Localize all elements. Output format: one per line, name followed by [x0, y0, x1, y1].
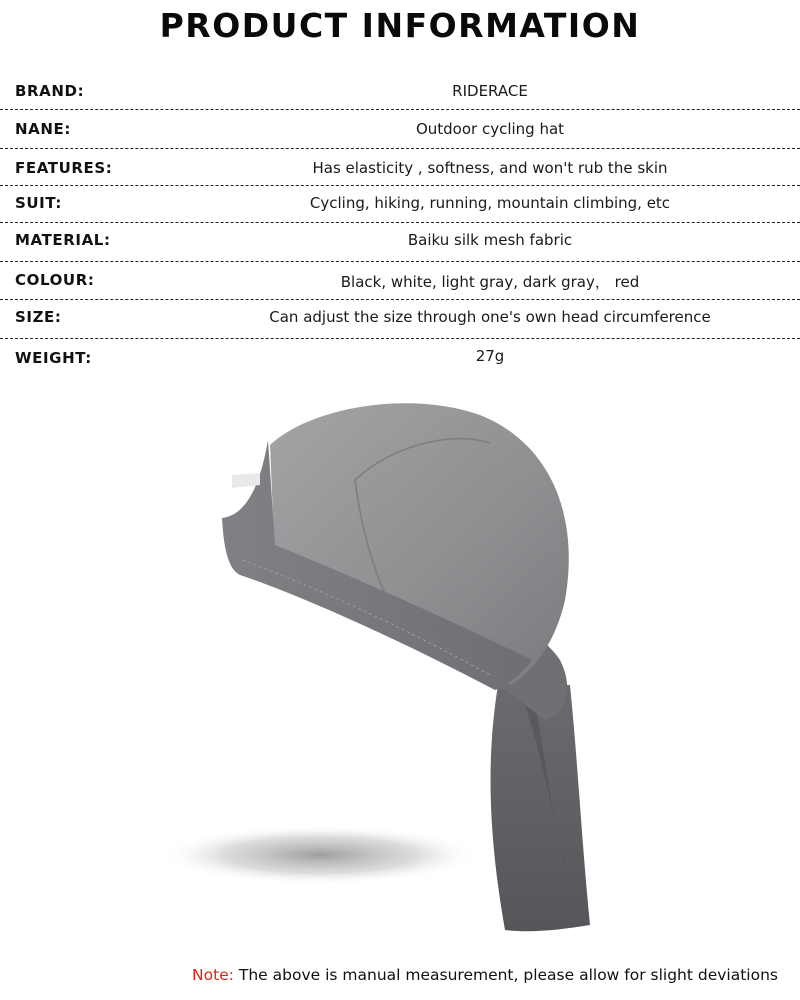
spec-value: 27g: [475, 347, 505, 365]
spec-row-name: [0, 110, 800, 149]
spec-value: Baiku silk mesh fabric: [407, 231, 573, 249]
spec-table: [0, 72, 800, 377]
spec-label: SIZE:: [15, 308, 62, 326]
product-image: [150, 385, 650, 945]
note-prefix: Note:: [192, 966, 234, 984]
spec-row-suit: [0, 186, 800, 223]
spec-value: Black, white, light gray, dark gray， red: [340, 273, 640, 291]
spec-row-material: [0, 223, 800, 262]
spec-value: Cycling, hiking, running, mountain climbing, etc: [309, 194, 671, 212]
spec-row-size: [0, 300, 800, 339]
spec-value: Has elasticity , softness, and won't rub the skin: [312, 159, 668, 177]
spec-value: Outdoor cycling hat: [415, 120, 565, 138]
spec-value: Can adjust the size through one's own head circumference: [269, 308, 711, 326]
spec-label: SUIT:: [15, 194, 62, 212]
note: [0, 966, 800, 984]
spec-row-colour: [0, 262, 800, 300]
spec-label: COLOUR:: [15, 271, 95, 289]
spec-row-brand: [0, 72, 800, 110]
spec-label: BRAND:: [15, 82, 85, 100]
spec-label: MATERIAL:: [15, 231, 111, 249]
note-text: The above is manual measurement, please allow for slight deviations: [233, 966, 778, 984]
tail-back: [491, 685, 590, 931]
spec-row-features: [0, 149, 800, 186]
spec-label: FEATURES:: [15, 159, 113, 177]
spec-value: RIDERACE: [452, 82, 528, 100]
spec-label: WEIGHT:: [15, 349, 92, 367]
spec-row-weight: [0, 339, 800, 377]
page-title: PRODUCT INFORMATION: [159, 6, 641, 45]
spec-label: NANE:: [15, 120, 71, 138]
shadow: [160, 825, 480, 885]
